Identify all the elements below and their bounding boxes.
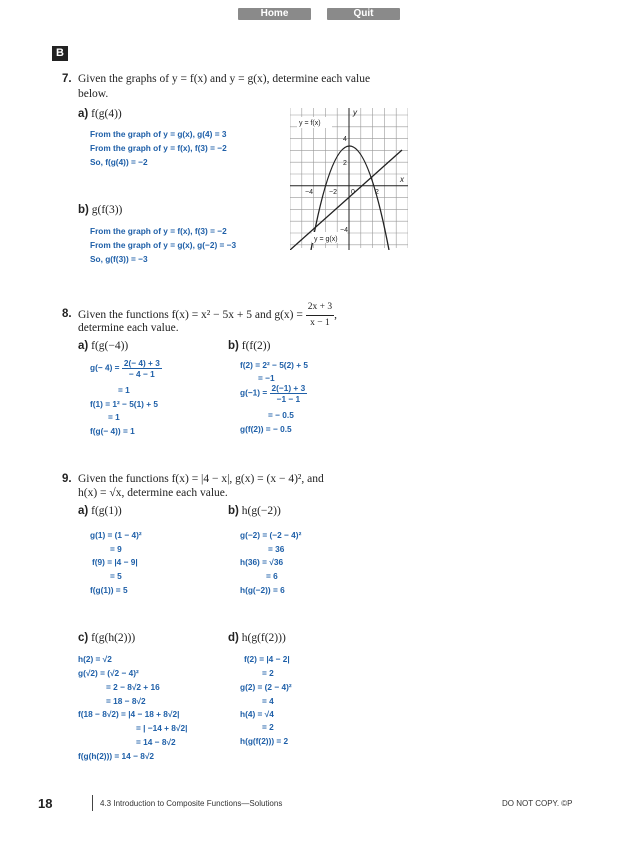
home-button[interactable]: Home: [238, 8, 311, 20]
q9c-line4: = 18 − 8√2: [106, 696, 146, 706]
q8b-expression: f(f(2)): [241, 340, 271, 352]
footer-title: 4.3 Introduction to Composite Functions—Solutions: [100, 799, 283, 808]
q7-text-line2: below.: [78, 88, 109, 100]
q9c-line2: g(√2) = (√2 − 4)²: [78, 668, 139, 678]
y-tick-neg4: −4: [340, 227, 348, 234]
q7a-line2: From the graph of y = f(x), f(3) = −2: [90, 143, 227, 153]
q9d-line5: h(4) = √4: [240, 709, 274, 719]
q8b-line1: f(2) = 2² − 5(2) + 5: [240, 360, 309, 370]
q8b-g-left: g(−1) =: [240, 387, 268, 398]
q9c-line3: = 2 − 8√2 + 16: [106, 682, 160, 692]
q9d-expression: h(g(f(2))): [241, 632, 286, 644]
q8a-line4: = 1: [108, 412, 120, 422]
g-line-label: y = g(x): [314, 236, 338, 243]
q7a-heading: [78, 108, 122, 120]
q7a-line1: From the graph of y = g(x), g(4) = 3: [90, 129, 227, 139]
q9b-heading: [228, 505, 281, 517]
q9b-expression: h(g(−2)): [241, 505, 281, 517]
q9b-label: b): [228, 505, 239, 517]
x-tick-neg2: −2: [329, 189, 337, 196]
q7b-line1: From the graph of y = f(x), f(3) = −2: [90, 226, 227, 236]
q9b-line3: h(36) = √36: [240, 557, 284, 567]
q7b-heading: [78, 204, 122, 216]
q9c-label: c): [78, 632, 89, 644]
q9d-line3: g(2) = (2 − 4)²: [240, 682, 292, 692]
q8b-denominator: −1 − 1: [276, 394, 301, 404]
q9a-line2: = 9: [110, 544, 122, 554]
q9d-heading: [228, 632, 286, 644]
q8a-line5: f(g(− 4)) = 1: [90, 426, 135, 436]
q8b-fraction: [270, 383, 308, 404]
q9c-line6: = | −14 + 8√2|: [136, 723, 188, 733]
footer-divider: [92, 795, 93, 811]
q7a-label: a): [78, 108, 89, 120]
y-tick-2: 2: [343, 160, 347, 167]
q7-graph: [290, 108, 408, 250]
f-curve-label: y = f(x): [299, 120, 321, 127]
q8b-line4: = − 0.5: [268, 410, 294, 420]
q8-text-start: Given the functions f(x) = x² − 5x + 5 and g(x) =: [78, 309, 303, 322]
q8a-g-left: g(− 4) =: [90, 362, 120, 373]
q8a-line1: [90, 358, 162, 379]
q8-g-numerator: 2x + 3: [306, 300, 334, 316]
q9-number: 9.: [62, 473, 72, 485]
q7a-line3: So, f(g(4)) = −2: [90, 157, 148, 167]
q8-number: 8.: [62, 308, 72, 320]
q9b-line2: = 36: [268, 544, 285, 554]
q9d-line4: = 4: [262, 696, 274, 706]
q7b-line3: So, g(f(3)) = −3: [90, 254, 148, 264]
footer-copyright: DO NOT COPY. ©P: [502, 799, 573, 808]
q8-text-comma: ,: [334, 309, 337, 322]
q7b-label: b): [78, 204, 89, 216]
q8b-line5: g(f(2)) = − 0.5: [240, 424, 292, 434]
page-number: 18: [38, 796, 53, 811]
q9c-line1: h(2) = √2: [78, 654, 112, 664]
q7b-line2: From the graph of y = g(x), g(−2) = −3: [90, 240, 237, 250]
q9-text-line1: Given the functions f(x) = |4 − x|, g(x) = (x − 4)², and: [78, 473, 324, 485]
x-tick-neg4: −4: [305, 189, 313, 196]
q9c-expression: f(g(h(2))): [91, 632, 136, 644]
q9a-label: a): [78, 505, 89, 517]
x-tick-2: 2: [375, 189, 379, 196]
q8a-numerator: 2(− 4) + 3: [123, 358, 160, 368]
q8a-line2: = 1: [118, 385, 130, 395]
q8a-denominator: − 4 − 1: [128, 369, 155, 379]
q8a-fraction: [122, 358, 162, 379]
q8b-line2: = −1: [258, 373, 275, 383]
q8-text-line2: determine each value.: [78, 322, 179, 334]
x-axis-label: x: [400, 175, 404, 184]
q9d-line1: f(2) = |4 − 2|: [244, 654, 290, 664]
q8-g-fraction: [306, 300, 334, 331]
q9c-line8: f(g(h(2))) = 14 − 8√2: [78, 751, 155, 761]
q8a-expression: f(g(−4)): [91, 340, 129, 352]
q7a-expression: f(g(4)): [91, 108, 122, 120]
q9b-line4: = 6: [266, 571, 278, 581]
q9d-line6: = 2: [262, 722, 274, 732]
q7-number: 7.: [62, 73, 72, 85]
q9a-line4: = 5: [110, 571, 122, 581]
q8a-label: a): [78, 340, 89, 352]
y-tick-4: 4: [343, 136, 347, 143]
q8a-line3: f(1) = 1² − 5(1) + 5: [90, 399, 159, 409]
q9c-line7: = 14 − 8√2: [136, 737, 176, 747]
q9c-heading: [78, 632, 135, 644]
q9b-line5: h(g(−2)) = 6: [240, 585, 285, 595]
q9a-line3: f(9) = |4 − 9|: [92, 557, 138, 567]
q7b-expression: g(f(3)): [91, 204, 123, 216]
q8a-heading: [78, 340, 128, 352]
q9d-line7: h(g(f(2))) = 2: [240, 736, 289, 746]
q9d-label: d): [228, 632, 239, 644]
q9a-heading: [78, 505, 122, 517]
q9b-line1: g(−2) = (−2 − 4)²: [240, 530, 302, 540]
q9a-line1: g(1) = (1 − 4)²: [90, 530, 142, 540]
x-tick-0: 0: [351, 189, 355, 196]
y-axis-label: y: [353, 108, 357, 117]
q9a-line5: f(g(1)) = 5: [90, 585, 128, 595]
q8b-numerator: 2(−1) + 3: [271, 383, 306, 393]
q7-text-line1: Given the graphs of y = f(x) and y = g(x), determine each value: [78, 73, 371, 85]
q8b-line3: [240, 383, 307, 404]
q9c-line5: f(18 − 8√2) = |4 − 18 + 8√2|: [78, 709, 180, 719]
q9a-expression: f(g(1)): [91, 505, 122, 517]
quit-button[interactable]: Quit: [327, 8, 400, 20]
q9d-line2: = 2: [262, 668, 274, 678]
q8b-heading: [228, 340, 270, 352]
section-badge: B: [52, 46, 68, 61]
q8-g-denominator: x − 1: [310, 318, 330, 328]
q9-text-line2: h(x) = √x, determine each value.: [78, 487, 228, 499]
q8b-label: b): [228, 340, 239, 352]
